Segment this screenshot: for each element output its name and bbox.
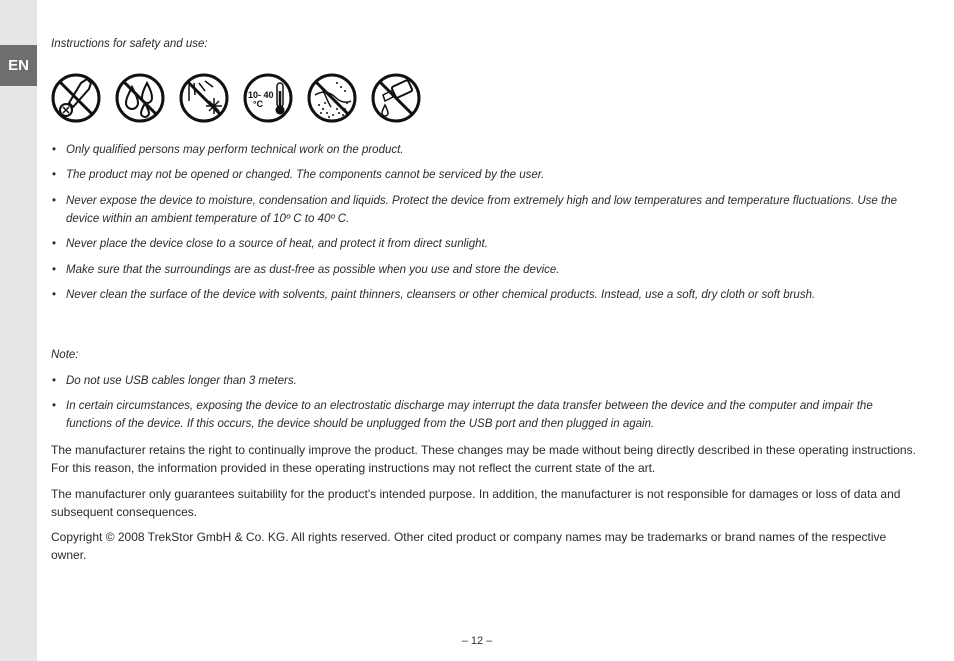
side-strip xyxy=(0,0,37,661)
list-item xyxy=(51,261,921,279)
list-item xyxy=(51,166,921,184)
language-tab: EN xyxy=(0,45,37,86)
list-item-text: Only qualified persons may perform technical work on the product. xyxy=(66,144,404,156)
bullet-marker: • xyxy=(52,264,57,276)
thermometer-unit-label: °C xyxy=(253,99,264,109)
no-liquids-icon xyxy=(115,73,165,123)
list-item-text: Do not use USB cables longer than 3 meters. xyxy=(66,375,297,387)
list-item-text: Never place the device close to a source of heat, and protect it from direct sunlight. xyxy=(66,238,488,250)
thermometer-icon xyxy=(243,73,293,123)
list-item xyxy=(51,372,921,390)
note-heading: Note: xyxy=(51,349,79,361)
no-chemicals-icon xyxy=(371,73,421,123)
safety-bullet-list xyxy=(51,141,921,304)
thermometer-range-label: 10- 40 xyxy=(248,90,274,100)
bullet-marker: • xyxy=(52,144,57,156)
list-item-text: The product may not be opened or changed. The components cannot be serviced by the user. xyxy=(66,169,545,181)
list-item-text: Never clean the surface of the device with solvents, paint thinners, cleansers or other chemical products. Instead, use a soft, dry cloth or soft brush. xyxy=(66,289,816,301)
note-bullet-list xyxy=(51,372,921,433)
list-item xyxy=(51,397,921,433)
bullet-marker: • xyxy=(52,375,57,387)
bullet-marker: • xyxy=(52,169,57,181)
list-item-text: Make sure that the surroundings are as dust-free as possible when you use and store the device. xyxy=(66,264,560,276)
no-extreme-temperature-icon xyxy=(179,73,229,123)
paragraph: The manufacturer retains the right to continually improve the product. These changes may be made without being directly described in these operating instructions. For this reason, the information provided in these operating instructions may not reflect the current state of the art. xyxy=(51,443,916,475)
bullet-marker: • xyxy=(52,238,57,250)
list-item xyxy=(51,286,921,304)
safety-heading: Instructions for safety and use: xyxy=(51,38,208,50)
list-item-text: Never expose the device to moisture, condensation and liquids. Protect the device from extremely high and low temperatures and temperature fluctuations. Use the device within an ambient temperature of 10º C to 40º C. xyxy=(66,195,898,225)
list-item xyxy=(51,235,921,253)
list-item xyxy=(51,192,921,228)
bullet-marker: • xyxy=(52,400,57,412)
paragraph: The manufacturer only guarantees suitability for the product's intended purpose. In addition, the manufacturer is not responsible for damages or loss of data and subsequent consequences. xyxy=(51,487,901,519)
bullet-marker: • xyxy=(52,195,57,207)
list-item-text: In certain circumstances, exposing the device to an electrostatic discharge may interrupt the data transfer between the device and the computer and impair the functions of the device. If this occurs, the device should be unplugged from the USB port and then plugged in again. xyxy=(66,400,873,430)
list-item xyxy=(51,141,921,159)
no-dust-icon xyxy=(307,73,357,123)
bullet-marker: • xyxy=(52,289,57,301)
page-number: – 12 – xyxy=(461,635,493,647)
paragraph: Copyright © 2008 TrekStor GmbH & Co. KG. All rights reserved. Other cited product or company names may be trademarks or brand names of the respective owner. xyxy=(51,530,887,562)
no-tools-icon xyxy=(51,73,101,123)
